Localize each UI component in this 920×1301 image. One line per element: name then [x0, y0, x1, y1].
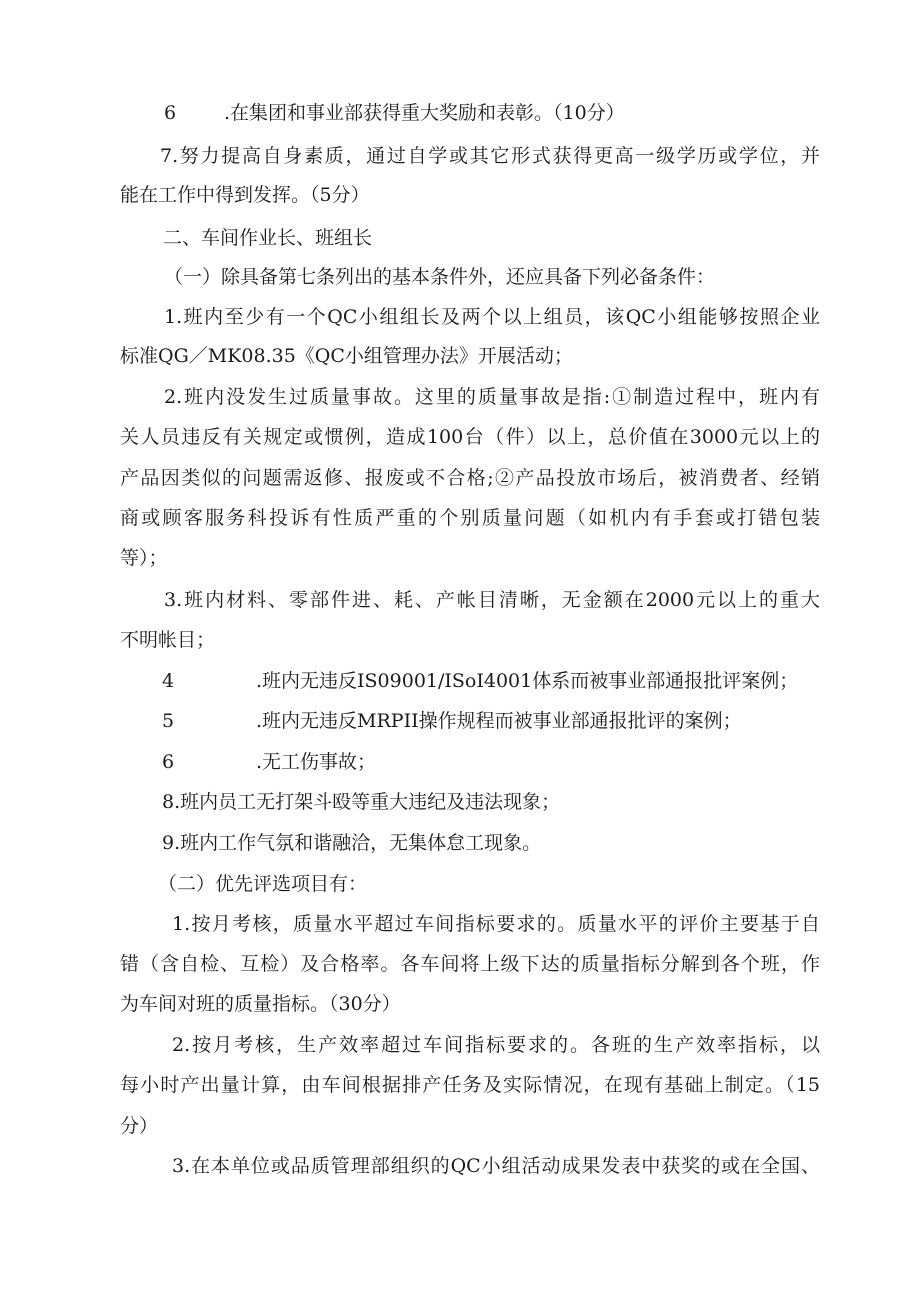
item-text: .班内无违反IS09001/ISoI4001体系而被事业部通报批评案例；: [256, 670, 799, 692]
item-line: [120, 834, 820, 853]
item-continuation: 为车间对班的质量指标。（30分）: [120, 993, 401, 1015]
item-number: 6: [164, 102, 177, 124]
item-number: 2: [172, 1034, 185, 1056]
item-continuation: 错（含自检、互检）及合格率。各车间将上级下达的质量指标分解到各个班，作: [120, 953, 820, 975]
item-text: .班内至少有一个QC小组组长及两个以上组员，该QC小组能够按照企业: [176, 306, 820, 328]
item-text: .班内工作气氛和谐融洽，无集体怠工现象。: [174, 832, 542, 854]
item-number: 6: [162, 751, 175, 773]
item-line: [120, 104, 820, 123]
item-text: .按月考核，质量水平超过车间指标要求的。质量水平的评价主要基于自: [184, 913, 820, 935]
item-continuation: 等）；: [120, 547, 168, 569]
item-line: [120, 308, 820, 327]
subsection-heading: （二）优先评选项目有：: [158, 873, 368, 895]
item-text: .努力提高自身素质，通过自学或其它形式获得更高一级学历或学位，并: [172, 145, 820, 167]
item-text: .班内员工无打架斗殴等重大违纪及违法现象；: [174, 791, 561, 813]
item-text: .按月考核，生产效率超过车间指标要求的。各班的生产效率指标，以: [184, 1034, 820, 1056]
item-line: [120, 591, 820, 610]
item-line: [120, 712, 820, 731]
item-number: 7: [160, 145, 173, 167]
item-text: .在集团和事业部获得重大奖励和表彰。（10分）: [224, 102, 625, 124]
item-number: 9: [162, 832, 175, 854]
item-text: .无工伤事故；: [256, 751, 377, 773]
item-line: [120, 1157, 820, 1176]
item-number: 1: [172, 913, 185, 935]
item-number: 3: [164, 589, 177, 611]
item-text: .班内无违反MRPII操作规程而被事业部通报批评的案例；: [256, 710, 742, 732]
item-text: .在本单位或品质管理部组织的QC小组活动成果发表中获奖的或在全国、: [184, 1155, 820, 1177]
section-heading: 二、车间作业长、班组长: [163, 227, 373, 249]
subsection-heading: （一）除具备第七条列出的基本条件外，还应具备下列必备条件：: [164, 266, 716, 288]
item-number: 1: [164, 306, 177, 328]
item-text: .班内材料、零部件进、耗、产帐目清晰，无金额在2000元以上的重大: [176, 589, 820, 611]
item-continuation: 商或顾客服务科投诉有性质严重的个别质量问题（如机内有手套或打错包装: [120, 507, 820, 529]
item-number: 4: [162, 670, 175, 692]
item-line: [120, 672, 820, 691]
item-line: [120, 147, 820, 166]
item-continuation: 关人员违反有关规定或惯例，造成100台（件）以上，总价值在3000元以上的: [120, 426, 820, 448]
item-continuation: 能在工作中得到发挥。（5分）: [120, 184, 370, 206]
item-line: [120, 915, 820, 934]
item-continuation: 分）: [120, 1115, 159, 1137]
item-number: 5: [162, 710, 175, 732]
item-line: [120, 793, 820, 812]
item-line: [120, 1036, 820, 1055]
item-continuation: 标准QG／MK08.35《QC小组管理办法》开展活动；: [120, 345, 573, 367]
item-continuation: 不明帐目；: [120, 629, 216, 651]
item-number: 2: [164, 386, 177, 408]
item-number: 8: [162, 791, 175, 813]
item-continuation: 每小时产出量计算，由车间根据排产任务及实际情况，在现有基础上制定。（15: [120, 1074, 820, 1096]
item-line: [120, 753, 820, 772]
item-line: [120, 388, 820, 407]
item-continuation: 产品因类似的问题需返修、报废或不合格;②产品投放市场后，被消费者、经销: [120, 467, 820, 489]
item-text: .班内没发生过质量事故。这里的质量事故是指:①制造过程中，班内有: [176, 386, 820, 408]
item-number: 3: [172, 1155, 185, 1177]
